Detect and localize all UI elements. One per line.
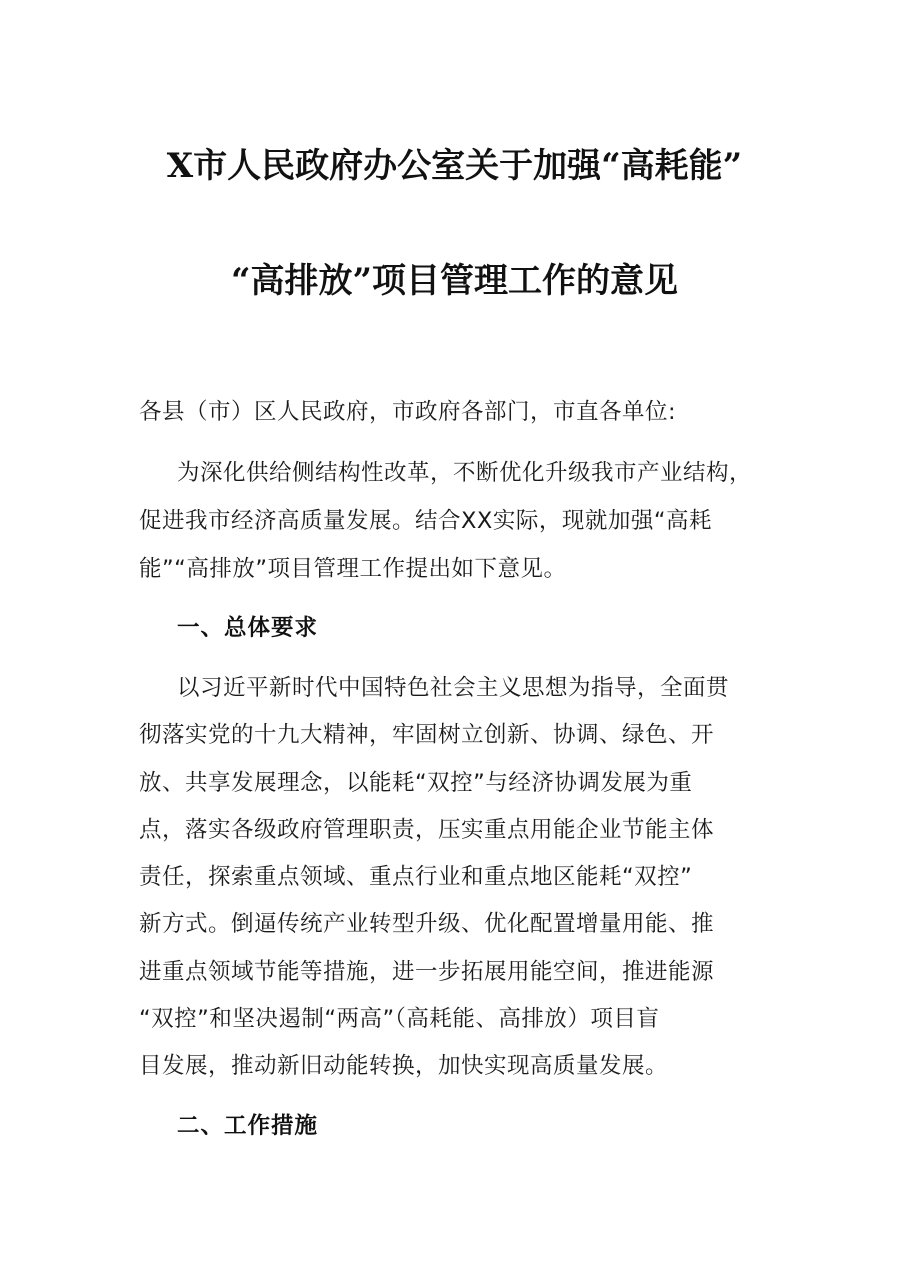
intro-line-2: 促进我市经济高质量发展。结合XX实际，现就加强“高耗: [139, 508, 712, 534]
section1-line-8: “双控”和坚决遏制“两高”（高耗能、高排放）项目盲: [139, 1006, 660, 1032]
section-heading-work-measures: 二、工作措施: [177, 1113, 319, 1139]
salutation: 各县（市）区人民政府，市政府各部门，市直各单位:: [139, 399, 677, 425]
intro-line-1: 为深化供给侧结构性改革，不断优化升级我市产业结构，: [177, 460, 753, 486]
document-title-line-1: X市人民政府办公室关于加强“高耗能”: [166, 146, 743, 186]
section1-line-1: 以习近平新时代中国特色社会主义思想为指导，全面贯: [177, 675, 730, 701]
section1-line-6: 新方式。倒逼传统产业转型升级、优化配置增量用能、推: [139, 911, 715, 937]
section1-line-2: 彻落实党的十九大精神，牢固树立创新、协调、绿色、开: [139, 722, 715, 748]
intro-line-3: 能”“高排放”项目管理工作提出如下意见。: [139, 556, 567, 582]
document-title-line-2: “高排放”项目管理工作的意见: [230, 261, 679, 301]
section1-line-4: 点，落实各级政府管理职责，压实重点用能企业节能主体: [139, 817, 715, 843]
section1-line-9: 目发展，推动新旧动能转换，加快实现高质量发展。: [139, 1053, 669, 1079]
section1-line-7: 进重点领域节能等措施，进一步拓展用能空间，推进能源: [139, 959, 715, 985]
section1-line-5: 责任，探索重点领域、重点行业和重点地区能耗“双控”: [139, 864, 693, 890]
section-heading-overall-requirements: 一、总体要求: [177, 615, 319, 641]
section1-line-3: 放、共享发展理念，以能耗“双控”与经济协调发展为重: [139, 770, 693, 796]
